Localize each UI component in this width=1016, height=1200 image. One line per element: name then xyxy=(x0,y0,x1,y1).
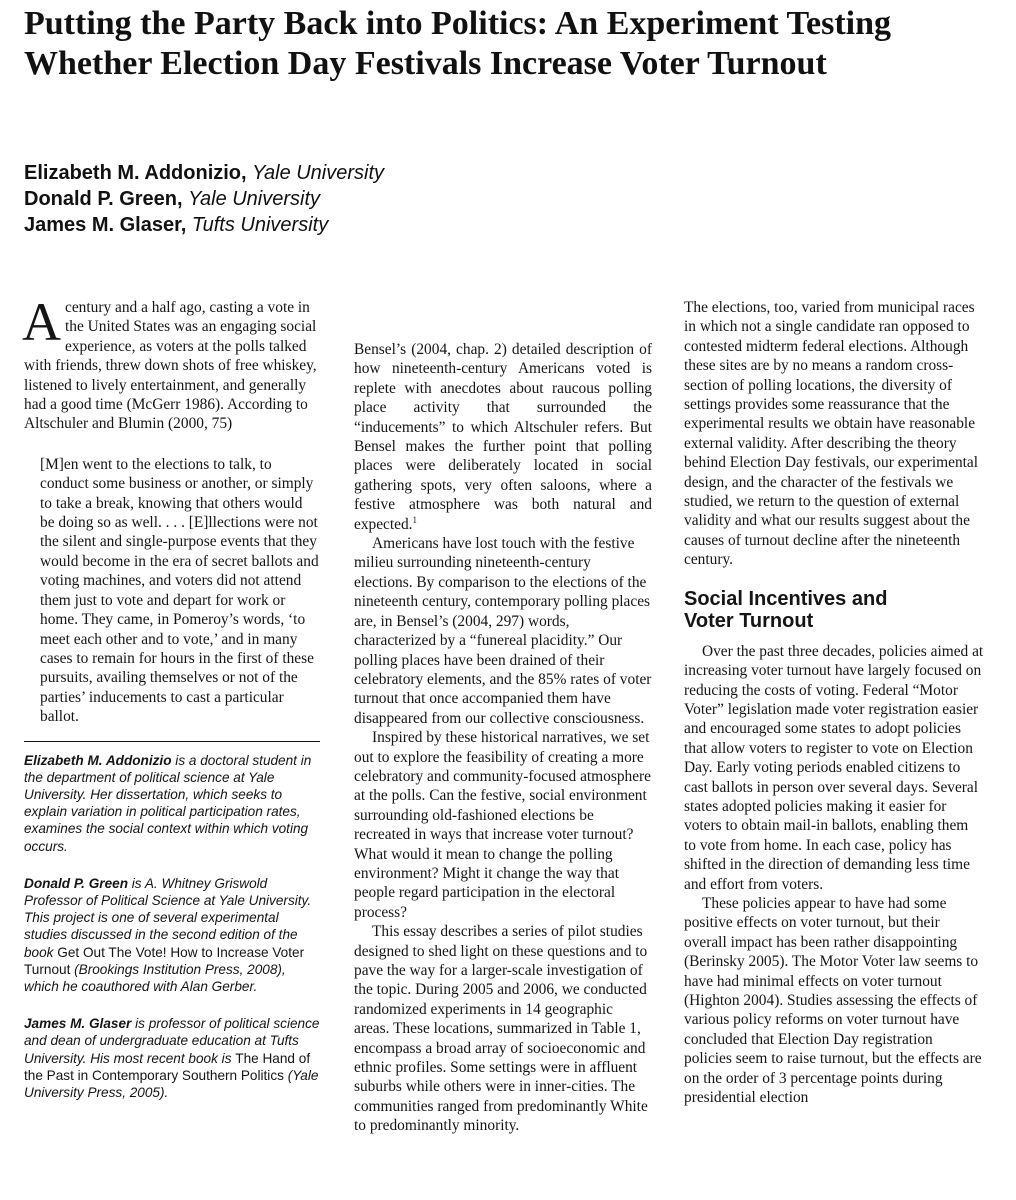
body-paragraph: Inspired by these historical narratives, we set out to explore the feasibility of creating a more celebratory and community-focused atmosphere at the polls. Can the festive, social environment surrounding old-fashioned elections be recreated in ways that increase voter turnout? What would it mean to change the polling environment? Might it change the way that people regard participation in the electoral process? xyxy=(354,729,652,921)
body-paragraph: These policies appear to have had some positive effects on voter turnout, but their overall impact has been rather disappointing (Berinsky 2005). The Motor Voter law seems to have had minimal effects on voter turnout (Highton 2004). Studies assessing the effects of various policy reforms on voter turnout have concluded that Election Day registration policies seem to raise turnout, but the effects are on the order of 3 percentage points during presidential election xyxy=(684,894,982,1107)
author-line xyxy=(24,212,384,238)
bio-text: is A. Whitney Griswold Professor of Political Science at Yale University. This project is one of several experimental studies discussed in the second edition of the book xyxy=(24,875,312,960)
body-paragraph: The elections, too, varied from municipal races in which not a single candidate ran opposed to contested midterm federal elections. Although these sites are by no means a random cross-section of polling locations, the diversity of settings provides some reassurance that the experimental results we obtain have reasonable external validity. After describing the theory behind Election Day festivals, our experimental design, and the character of the festivals we studied, we return to the question of external validity and what our results suggest about the causes of turnout decline after the nineteenth century. xyxy=(684,299,979,569)
bio-name: Elizabeth M. Addonizio xyxy=(24,752,172,768)
bio-book-title: Get Out The Vote! How to Increase Voter Turnout xyxy=(24,944,305,977)
author-affiliation: Tufts University xyxy=(191,214,329,236)
section-heading xyxy=(684,588,984,632)
paragraph-text: Bensel’s (2004, chap. 2) detailed description of how nineteenth-century Americans voted is replete with anecdotes about raucous polling place activity that surrounded the “inducements” to which Altschuler refers. But Bensel makes the further point that polling places were deliberately located in social gathering spots, very often saloons, where a festive atmosphere was both natural and expected. xyxy=(354,341,652,533)
author-list xyxy=(24,160,384,238)
bio-text: is professor of political science and dean of undergraduate education at Tufts University. His most recent book is xyxy=(24,1016,320,1066)
article-title: Putting the Party Back into Politics: An Experiment Testing Whether Election Day Festivals Increase Voter Turnout xyxy=(24,5,891,82)
author-name: Donald P. Green, xyxy=(24,188,183,210)
section-heading-line: Voter Turnout xyxy=(684,609,814,632)
bio-name: Donald P. Green xyxy=(24,875,128,891)
bio-text: (Yale University Press, 2005). xyxy=(24,1067,319,1100)
block-quote: [M]en went to the elections to talk, to conduct some business or another, or simply to take a break, knowing that others would be doing so as well. . . . [E]llections were not the silent and single-purpose events that they would become in the era of secret ballots and voting machines, and voters did not attend them just to vote and depart for work or home. They came, in Pomeroy’s words, ‘to meet each other and to vote,’ and in many cases to remain for hours in the first of these pursuits, availing themselves or not of the parties’ inducements to cast a particular ballot. xyxy=(40,455,319,726)
author-bio xyxy=(24,875,320,995)
author-affiliation: Yale University xyxy=(252,162,385,184)
bio-text: (Brookings Institution Press, 2008), which he coauthored with Alan Gerber. xyxy=(24,961,286,994)
body-paragraph: Americans have lost touch with the festive milieu surrounding nineteenth-century elections. By comparison to the elections of the nineteenth century, contemporary polling places are, in Bensel’s (2004, 297) words, characterized by a “funereal placidity.” Our polling places have been drained of their celebratory elements, and the 85% rates of voter turnout that once accompanied them have disappeared from our collective consciousness. xyxy=(354,535,652,727)
author-name: James M. Glaser, xyxy=(24,214,187,236)
body-paragraph xyxy=(354,340,652,534)
bio-text: is a doctoral student in the department of political science at Yale University. Her dissertation, which seeks to explain variation in political participation rates, examines the social context within which voting occurs. xyxy=(24,752,312,854)
bio-divider xyxy=(24,741,320,742)
column-middle xyxy=(354,340,652,1136)
body-paragraph: This essay describes a series of pilot studies designed to shed light on these questions and to pave the way for a larger-scale investigation of the topic. During 2005 and 2006, we conducted randomized experiments in 14 geographic areas. These locations, summarized in Table 1, encompass a broad array of socioeconomic and ethnic profiles. Some settings were in affluent suburbs while others were in inner-cities. The communities ranged from predominantly White to predominantly minority. xyxy=(354,923,648,1135)
author-line xyxy=(24,186,384,212)
footnote-mark[interactable]: 1 xyxy=(412,514,418,525)
author-bio xyxy=(24,1015,320,1101)
author-affiliation: Yale University xyxy=(188,188,321,210)
column-left xyxy=(22,292,320,1121)
body-paragraph: Over the past three decades, policies aimed at increasing voter turnout have largely focused on reducing the costs of voting. Federal “Motor Voter” legislation made voter registration easier and encouraged some states to adopt policies that allow voters to register to vote on Election Day. Early voting periods enabled citizens to cast ballots in person over several days. Several states adopted policies making it easier for voters to obtain mail-in ballots, enabling them to vote from home. In each case, policy has shifted in the direction of demanding less time and effort from voters. xyxy=(684,642,984,893)
intro-text: century and a half ago, casting a vote in the United States was an engaging social experience, as voters at the polls talked with friends, threw down shots of free whiskey, listened to lively entertainment, and generally had a good time (McGerr 1986). According to Altschuler and Blumin (2000, 75) xyxy=(24,299,317,433)
column-right xyxy=(684,298,984,1107)
author-bio xyxy=(24,752,320,855)
bio-book-title: The Hand of the Past in Contemporary Southern Politics xyxy=(24,1050,311,1083)
section-heading-line: Social Incentives and xyxy=(684,587,888,610)
intro-paragraph xyxy=(22,292,320,434)
bio-name: James M. Glaser xyxy=(24,1016,132,1032)
author-line xyxy=(24,160,384,186)
drop-cap: A xyxy=(22,292,61,352)
author-name: Elizabeth M. Addonizio, xyxy=(24,162,247,184)
